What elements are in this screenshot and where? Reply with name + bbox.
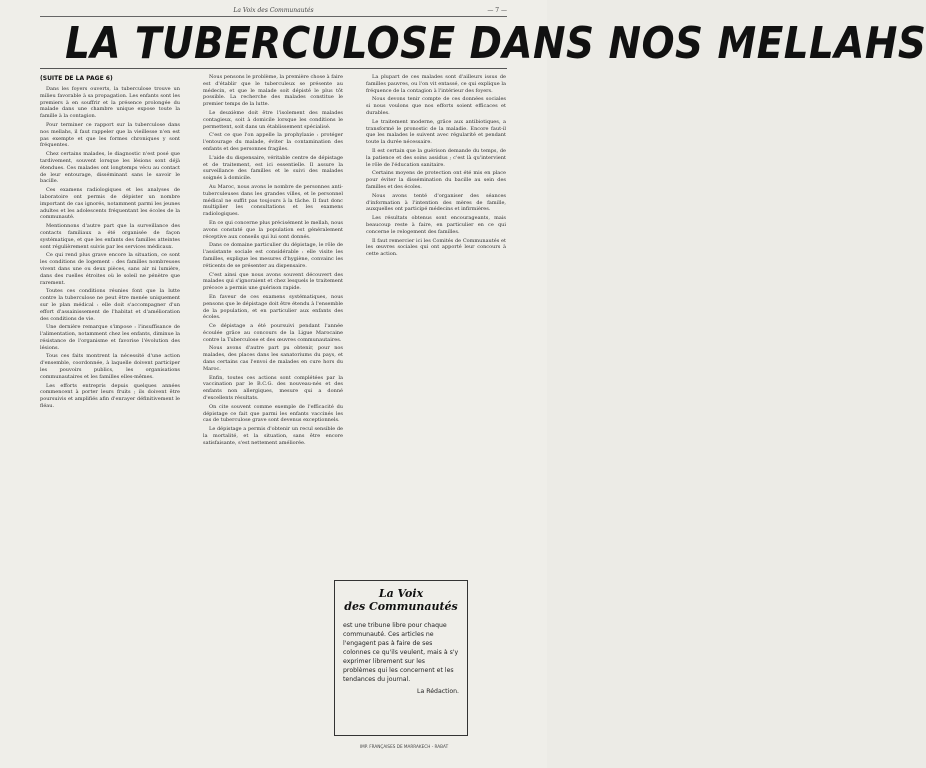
article-paragraph: Dans les foyers ouverts, la tuberculose trouve un milieu favorable à sa propagation. Les enfants sont les premiers à en souffrir et la présence prolongée du malade dans une chambre unique expose toute la famille à la contagion. <box>40 86 180 120</box>
article-paragraph: En faveur de ces examens systématiques, nous pensons que le dépistage doit être étendu à l'ensemble de la population, et en particulier aux enfants des écoles. <box>203 293 343 321</box>
article-paragraph: C'est ainsi que nous avons souvent découvert des malades qui s'ignoraient et chez lesquels le traitement précoce a permis une guérison rapide. <box>203 271 343 292</box>
article-paragraph: Ce dépistage a été poursuivi pendant l'année écoulée grâce au concours de la Ligue Marocaine contre la Tuberculose et des œuvres communautaires. <box>203 323 343 343</box>
article-paragraph: Dans ce domaine particulier du dépistage, le rôle de l'assistante sociale est considérable : elle visite les familles, explique les mesures d'hygiène, convainc les réticents de se présenter au dispensaire. <box>203 242 343 269</box>
article-paragraph: En ce qui concerne plus précisément le mellah, nous avons constaté que la population est généralement réceptive aux conseils qui lui sont donnés. <box>203 219 343 240</box>
printer-credit: IMP. FRANÇAISES DE MARRAKECH - RABAT <box>359 744 449 749</box>
article-paragraph: Certains moyens de protection ont été mis en place pour éviter la dissémination du bacille au sein des familles et des écoles. <box>366 170 506 190</box>
article-paragraph: Tous ces faits montrent la nécessité d'une action d'ensemble, coordonnée, à laquelle doivent participer les pouvoirs publics, les organisations communautaires et les familles elles-mêmes. <box>40 353 180 380</box>
column-2-paragraphs <box>203 74 343 447</box>
publication-name: La Voix des Communautés <box>233 7 314 14</box>
notice-body: est une tribune libre pour chaque communauté. Ces articles ne l'engagent pas à faire de ses colonnes ce qu'ils veulent, mais à s'y exprimer librement sur les problèmes qui les concernent et les tendances du journal. <box>343 622 459 683</box>
running-header <box>40 6 507 17</box>
notice-signature: La Rédaction. <box>417 688 459 695</box>
article-paragraph: Une dernière remarque s'impose : l'insuffisance de l'alimentation, notamment chez les enfants, diminue la résistance de l'organisme et favorise l'évolution des lésions. <box>40 324 180 351</box>
article-paragraph: Nous avons tenté d'organiser des séances d'information à l'intention des mères de famille, auxquelles ont participé médecins et infirmières. <box>366 192 506 213</box>
article-paragraph: Toutes ces conditions réunies font que la lutte contre la tuberculose ne peut être menée uniquement sur le plan médical : elle doit s'accompagner d'un effort d'assainissement de l'habitat et d'amélioration des conditions de vie. <box>40 288 180 322</box>
article-paragraph: Mentionnons d'autre part que la surveillance des contacts familiaux a été organisée de façon systématique, et que les enfants des familles atteintes sont régulièrement suivis par les services médicaux. <box>40 223 180 250</box>
page-number: — 7 — <box>487 7 507 14</box>
article-column-1 <box>40 74 180 756</box>
article-headline: LA TUBERCULOSE DANS NOS MELLAHS <box>65 18 926 69</box>
article-paragraph: Pour terminer ce rapport sur la tuberculose dans nos mellahs, il faut rappeler que la vieillesse n'en est pas exempte et que les formes chroniques y sont fréquentes. <box>40 121 180 149</box>
article-paragraph: Le traitement moderne, grâce aux antibiotiques, a transformé le pronostic de la maladie. Encore faut-il que les malades le suivent avec régularité et pendant toute la durée nécessaire. <box>366 118 506 146</box>
article-paragraph: La plupart de ces malades sont d'ailleurs issus de familles pauvres, ou l'on vit entassé, ce qui explique la fréquence de la contagion à l'intérieur des foyers. <box>366 74 506 94</box>
article-paragraph: L'aide du dispensaire, véritable centre de dépistage et de traitement, est ici essentielle. Il assure la surveillance des familles et le suivi des malades soignés à domicile. <box>203 154 343 182</box>
article-paragraph: Ce qui rend plus grave encore la situation, ce sont les conditions de logement : des familles nombreuses vivent dans une ou deux pièces, sans air ni lumière, dans des ruelles étroites où le soleil ne pénètre que rarement. <box>40 252 180 286</box>
article-paragraph: Les résultats obtenus sont encourageants, mais beaucoup reste à faire, en particulier en ce qui concerne le relogement des familles. <box>366 215 506 235</box>
article-paragraph: Le dépistage a permis d'obtenir un recul sensible de la mortalité, et la situation, sans être encore satisfaisante, s'est nettement améliorée. <box>203 426 343 446</box>
article-paragraph: Il faut remercier ici les Comités de Communautés et les œuvres sociales qui ont apporté leur concours à cette action. <box>366 237 506 258</box>
article-paragraph: Les efforts entrepris depuis quelques années commencent à porter leurs fruits ; ils doivent être poursuivis et amplifiés afin d'enrayer définitivement le fléau. <box>40 382 180 410</box>
article-column-2 <box>203 74 343 756</box>
article-paragraph: Il est certain que la guérison demande du temps, de la patience et des soins assidus ; c'est là qu'intervient le rôle de l'éducation sanitaire. <box>366 147 506 168</box>
article-paragraph: Le deuxième doit être l'isolement des malades contagieux, soit à domicile lorsque les conditions le permettent, soit dans un établissement spécialisé. <box>203 109 343 130</box>
headline-rule <box>40 68 507 69</box>
publication-notice-box <box>334 580 468 736</box>
article-paragraph: Au Maroc, nous avons le nombre de personnes anti-tuberculeuses dans les grandes villes, et le personnel médical ne suffit pas toujours à la tâche. Il faut donc multiplier les consultations et les examens radiologiques. <box>203 183 343 218</box>
column-3-paragraphs <box>366 74 506 258</box>
article-paragraph: Ces examens radiologiques et les analyses de laboratoire ont permis de dépister un nombre important de cas ignorés, notamment parmi les jeunes adultes et les adolescents fréquentant les écoles de la communauté. <box>40 187 180 221</box>
column-1-paragraphs <box>40 86 180 410</box>
article-paragraph: Nous avons d'autre part pu obtenir, pour nos malades, des places dans les sanatoriums du pays, et dans certains cas l'envoi de malades en cure hors du Maroc. <box>203 345 343 372</box>
article-paragraph: On cite souvent comme exemple de l'efficacité du dépistage ce fait que parmi les enfants vaccinés les cas de tuberculose grave sont devenus exceptionnels. <box>203 403 343 424</box>
notice-title-line-2: des Communautés <box>344 600 458 613</box>
article-paragraph: Nous pensons le problème, la première chose à faire est d'établir que le tuberculeux se présente au médecin, et que le malade soit dépisté le plus tôt possible. La recherche des malades constitue le premier temps de la lutte. <box>203 74 343 108</box>
article-paragraph: Nous devons tenir compte de ces données sociales si nous voulons que nos efforts soient efficaces et durables. <box>366 96 506 116</box>
notice-title <box>343 587 459 613</box>
article-paragraph: Chez certains malades, le diagnostic n'est posé que tardivement, souvent lorsque les lésions sont déjà étendues. Ces malades ont longtemps vécu au contact de leur entourage, disséminant sans le savoir le bacille. <box>40 151 180 185</box>
article-paragraph: C'est ce que l'on appelle la prophylaxie : protéger l'entourage du malade, éviter la contamination des enfants et des personnes fragiles. <box>203 132 343 152</box>
continuation-label: (SUITE DE LA PAGE 6) <box>40 75 113 82</box>
article-paragraph: Enfin, toutes ces actions sont complétées par la vaccination par le B.C.G. des nouveau-nés et des enfants non allergiques, mesure qui a donné d'excellents résultats. <box>203 374 343 402</box>
notice-title-line-1: La Voix <box>378 587 424 600</box>
